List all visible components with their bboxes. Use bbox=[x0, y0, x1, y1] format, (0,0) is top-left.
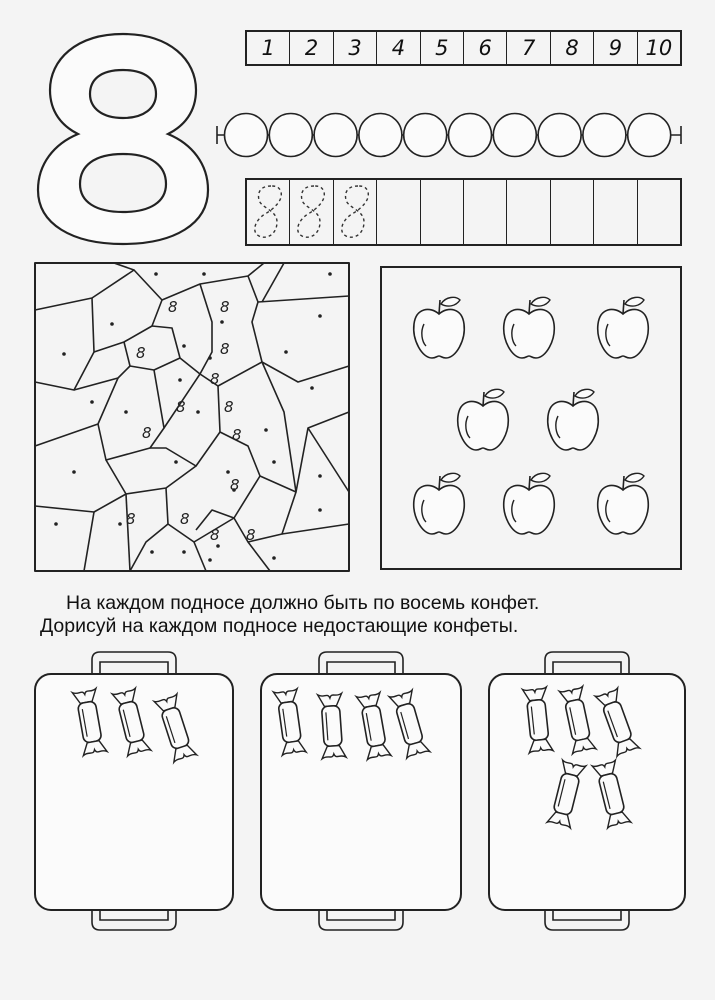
mosaic-dot bbox=[54, 522, 58, 526]
mosaic-eight-label: 8 bbox=[220, 340, 230, 358]
number-cell: 2 bbox=[290, 32, 333, 64]
mosaic-dot bbox=[216, 544, 220, 548]
dotted-eight-glyph bbox=[290, 180, 332, 244]
trace-cell-empty[interactable] bbox=[421, 180, 464, 244]
mosaic-dot bbox=[226, 470, 230, 474]
number-cell: 7 bbox=[507, 32, 550, 64]
apple-icon bbox=[544, 384, 602, 454]
dotted-eight-glyph bbox=[334, 180, 376, 244]
number-cell: 9 bbox=[594, 32, 637, 64]
bead bbox=[225, 114, 268, 157]
bead bbox=[493, 114, 536, 157]
dotted-eight-glyph bbox=[247, 180, 289, 244]
mosaic-eight-label: 8 bbox=[210, 370, 220, 388]
bead bbox=[269, 114, 312, 157]
tray[interactable] bbox=[34, 648, 234, 932]
apple-icon bbox=[410, 292, 468, 362]
mosaic-eight-label: 8 bbox=[136, 344, 146, 362]
mosaic-dot bbox=[174, 460, 178, 464]
mosaic-dot bbox=[318, 474, 322, 478]
trace-cell-empty[interactable] bbox=[594, 180, 637, 244]
mosaic-dot bbox=[272, 460, 276, 464]
bead bbox=[449, 114, 492, 157]
mosaic-eight-label: 8 bbox=[224, 398, 234, 416]
mosaic-dot bbox=[62, 352, 66, 356]
mosaic-eight-label: 8 bbox=[220, 298, 230, 316]
instruction-text bbox=[40, 592, 710, 638]
number-cell: 10 bbox=[645, 36, 673, 60]
mosaic-dot bbox=[318, 314, 322, 318]
tray[interactable] bbox=[260, 648, 462, 932]
apple-icon bbox=[410, 468, 468, 538]
apple-icon bbox=[454, 384, 512, 454]
bead bbox=[628, 114, 671, 157]
mosaic-dot bbox=[150, 550, 154, 554]
mosaic-dot bbox=[328, 272, 332, 276]
bead bbox=[583, 114, 626, 157]
mosaic-eight-label: 8 bbox=[176, 398, 186, 416]
trace-cell-empty[interactable] bbox=[507, 180, 550, 244]
mosaic-dot bbox=[182, 550, 186, 554]
number-cell: 5 bbox=[421, 32, 464, 64]
mosaic-eight-label: 8 bbox=[126, 510, 136, 528]
mosaic-dot bbox=[154, 272, 158, 276]
mosaic-dot bbox=[196, 410, 200, 414]
mosaic-dot bbox=[202, 272, 206, 276]
mosaic-eight-label: 8 bbox=[246, 526, 256, 544]
trace-cell-dotted-eight[interactable] bbox=[334, 180, 377, 244]
coloring-mosaic[interactable] bbox=[34, 262, 350, 572]
mosaic-dot bbox=[178, 378, 182, 382]
mosaic-eight-label: 8 bbox=[210, 526, 220, 544]
mosaic-dot bbox=[284, 350, 288, 354]
mosaic-eight-label: 8 bbox=[142, 424, 152, 442]
mosaic-dot bbox=[208, 558, 212, 562]
trace-cell-dotted-eight[interactable] bbox=[247, 180, 290, 244]
mosaic-eight-label: 8 bbox=[232, 426, 242, 444]
trace-cell-empty[interactable] bbox=[638, 180, 680, 244]
big-eight-digit bbox=[28, 28, 218, 248]
mosaic-dot bbox=[110, 322, 114, 326]
mosaic-dot bbox=[118, 522, 122, 526]
instruction-line-1: На каждом подносе должно быть по восемь конфет. bbox=[66, 592, 540, 614]
tracing-row[interactable] bbox=[245, 178, 682, 246]
number-cell: 8 bbox=[551, 32, 594, 64]
bead bbox=[314, 114, 357, 157]
bead-string bbox=[213, 112, 685, 158]
trace-cell-empty[interactable] bbox=[377, 180, 420, 244]
mosaic-dot bbox=[264, 428, 268, 432]
trace-cell-empty[interactable] bbox=[464, 180, 507, 244]
number-cell: 3 bbox=[334, 32, 377, 64]
number-cell: 6 bbox=[464, 32, 507, 64]
tray[interactable] bbox=[488, 648, 686, 932]
mosaic-dot bbox=[220, 320, 224, 324]
apple-icon bbox=[594, 468, 652, 538]
apples-panel bbox=[380, 266, 682, 570]
mosaic-dot bbox=[182, 344, 186, 348]
mosaic-dot bbox=[72, 470, 76, 474]
bead bbox=[538, 114, 581, 157]
trace-cell-empty[interactable] bbox=[551, 180, 594, 244]
mosaic-dot bbox=[124, 410, 128, 414]
bead bbox=[359, 114, 402, 157]
number-cell: 4 bbox=[377, 32, 420, 64]
number-line bbox=[245, 30, 682, 66]
mosaic-eight-label: 8 bbox=[230, 476, 240, 494]
trace-cell-dotted-eight[interactable] bbox=[290, 180, 333, 244]
mosaic-dot bbox=[208, 356, 212, 360]
instruction-line-2: Дорисуй на каждом подносе недостающие конфеты. bbox=[40, 615, 519, 637]
mosaic-dot bbox=[90, 400, 94, 404]
mosaic-eight-label: 8 bbox=[168, 298, 178, 316]
bead bbox=[404, 114, 447, 157]
mosaic-dot bbox=[272, 556, 276, 560]
apple-icon bbox=[500, 468, 558, 538]
number-cell: 1 bbox=[247, 32, 290, 64]
mosaic-eight-label: 8 bbox=[180, 510, 190, 528]
mosaic-dot bbox=[318, 508, 322, 512]
apple-icon bbox=[500, 292, 558, 362]
apple-icon bbox=[594, 292, 652, 362]
mosaic-dot bbox=[310, 386, 314, 390]
tray-body bbox=[489, 674, 685, 910]
